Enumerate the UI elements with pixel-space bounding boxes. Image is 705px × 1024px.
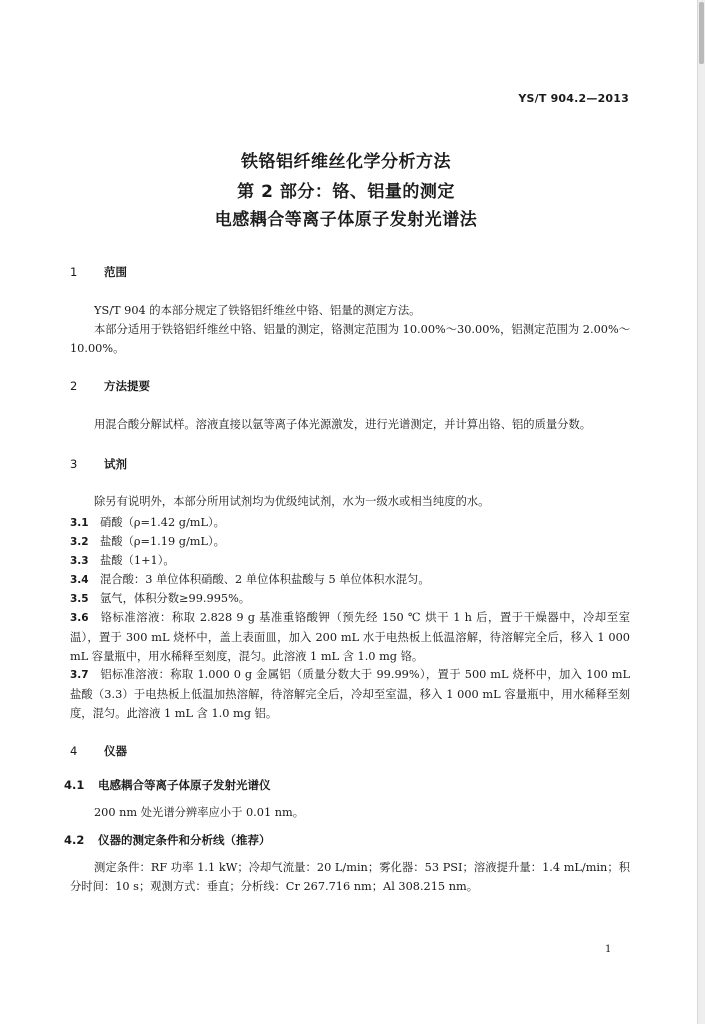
reagent-item: 3.7 铝标准溶液：称取 1.000 0 g 金属铝（质量分数大于 99.99%），置于 500 mL 烧杯中，加入 100 mL 盐酸（3.3）于电热板上低温加热溶解，待溶解完全后，冷却至室温，移入 1 000 mL 容量瓶中，用水稀释至刻度，混匀。此溶液 1 mL 含 1.0 mg 铝。 (70, 668, 630, 720)
section-title: 范围 (104, 265, 127, 279)
scrollbar[interactable] (697, 0, 705, 1024)
subsection-title: 仪器的测定条件和分析线（推荐） (98, 833, 271, 847)
section-3-paragraph-1: 除另有说明外，本部分所用试剂均为优级纯试剂，水为一级水或相当纯度的水。 (94, 495, 490, 508)
subsection-number: 4.2 (64, 833, 85, 847)
reagent-item: 3.5 氩气，体积分数≥99.995%。 (70, 592, 251, 605)
page-number: 1 (605, 944, 612, 955)
subsection-4-2-heading (64, 832, 271, 848)
section-title: 方法提要 (104, 379, 150, 393)
subsection-4-2-paragraph: 测定条件：RF 功率 1.1 kW；冷却气流量：20 L/min；雾化器：53 PSI；溶液提升量：1.4 mL/min；积分时间：10 s；观测方式：垂直；分析线：Cr 267.716 nm；Al 308.215 nm。 (70, 861, 630, 893)
reagent-item: 3.2 盐酸（ρ=1.19 g/mL）。 (70, 535, 225, 548)
subsection-number: 4.1 (64, 778, 85, 792)
subsection-4-1-paragraph: 200 nm 处光谱分辨率应小于 0.01 nm。 (94, 806, 305, 819)
section-title: 仪器 (104, 744, 127, 758)
standard-code: YS/T 904.2—2013 (518, 92, 629, 105)
section-3-heading (70, 456, 127, 472)
section-number: 1 (70, 265, 78, 279)
reagent-item: 3.4 混合酸：3 单位体积硝酸、2 单位体积盐酸与 5 单位体积水混匀。 (70, 573, 430, 586)
section-1-heading (70, 264, 127, 280)
reagent-item: 3.3 盐酸（1+1）。 (70, 554, 175, 567)
section-1-paragraph-2: 本部分适用于铁铬铝纤维丝中铬、铝量的测定，铬测定范围为 10.00%～30.00%，铝测定范围为 2.00%～10.00%。 (70, 323, 630, 355)
reagent-item: 3.6 铬标准溶液：称取 2.828 9 g 基准重铬酸钾（预先经 150 ℃ 烘干 1 h 后，置于干燥器中，冷却至室温），置于 300 mL 烧杯中，盖上表面皿，加入 200 mL 水于电热板上低温溶解，待溶解完全后，移入 1 000 mL 容量瓶中，用水稀释至刻度，混匀。此溶液 1 mL 含 1.0 mg 铬。 (70, 611, 630, 663)
title-line-1: 铁铬铝纤维丝化学分析方法 (241, 152, 451, 172)
section-2-paragraph-1: 用混合酸分解试样。溶液直接以氩等离子体光源激发，进行光谱测定，并计算出铬、铝的质量分数。 (94, 418, 592, 431)
section-2-heading (70, 378, 150, 394)
title-line-2: 第 2 部分：铬、铝量的测定 (237, 182, 455, 202)
subsection-4-1-heading (64, 777, 271, 793)
title-line-3: 电感耦合等离子体原子发射光谱法 (214, 210, 478, 230)
section-number: 3 (70, 457, 78, 471)
section-4-heading (70, 743, 127, 759)
subsection-title: 电感耦合等离子体原子发射光谱仪 (98, 778, 271, 792)
scrollbar-thumb[interactable] (699, 2, 704, 64)
section-number: 4 (70, 744, 78, 758)
section-number: 2 (70, 379, 78, 393)
section-1-paragraph-1: YS/T 904 的本部分规定了铁铬铝纤维丝中铬、铝量的测定方法。 (94, 304, 421, 317)
section-title: 试剂 (104, 457, 127, 471)
reagent-item: 3.1 硝酸（ρ=1.42 g/mL）。 (70, 516, 225, 529)
